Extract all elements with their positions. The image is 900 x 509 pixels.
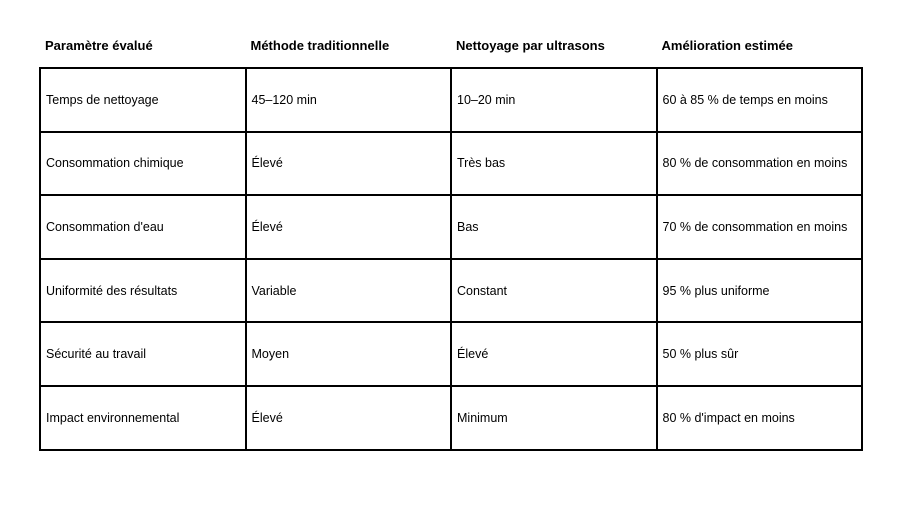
table-cell: Minimum: [451, 386, 657, 450]
table-cell: Impact environnemental: [40, 386, 246, 450]
header-amelioration: Amélioration estimée: [661, 38, 793, 53]
table-cell: Élevé: [246, 386, 452, 450]
table-row: [40, 132, 862, 196]
table-cell: 45–120 min: [246, 68, 452, 132]
table-row: [40, 386, 862, 450]
table-row: [40, 68, 862, 132]
table-row: [40, 195, 862, 259]
header-methode-traditionnelle: Méthode traditionnelle: [250, 38, 390, 53]
table-cell: Variable: [246, 259, 452, 323]
table-cell: 80 % de consommation en moins: [657, 132, 863, 196]
table-cell: 60 à 85 % de temps en moins: [657, 68, 863, 132]
table-cell: Sécurité au travail: [40, 322, 246, 386]
table-cell: Constant: [451, 259, 657, 323]
table-cell: Consommation d'eau: [40, 195, 246, 259]
table-cell: Bas: [451, 195, 657, 259]
table-cell: Élevé: [451, 322, 657, 386]
table-cell: 70 % de consommation en moins: [657, 195, 863, 259]
table-cell: Moyen: [246, 322, 452, 386]
table-cell: Élevé: [246, 195, 452, 259]
table-cell: Élevé: [246, 132, 452, 196]
table-row: [40, 259, 862, 323]
table-cell: Consommation chimique: [40, 132, 246, 196]
table-cell: 95 % plus uniforme: [657, 259, 863, 323]
table-cell: 50 % plus sûr: [657, 322, 863, 386]
table-cell: 10–20 min: [451, 68, 657, 132]
table-cell: Uniformité des résultats: [40, 259, 246, 323]
table-cell: 80 % d'impact en moins: [657, 386, 863, 450]
table-header-row: [39, 36, 861, 56]
header-nettoyage-ultrasons: Nettoyage par ultrasons: [456, 38, 605, 53]
table-cell: Très bas: [451, 132, 657, 196]
header-parametre: Paramètre évalué: [45, 38, 153, 53]
table-cell: Temps de nettoyage: [40, 68, 246, 132]
comparison-table: [39, 67, 863, 451]
table-row: [40, 322, 862, 386]
